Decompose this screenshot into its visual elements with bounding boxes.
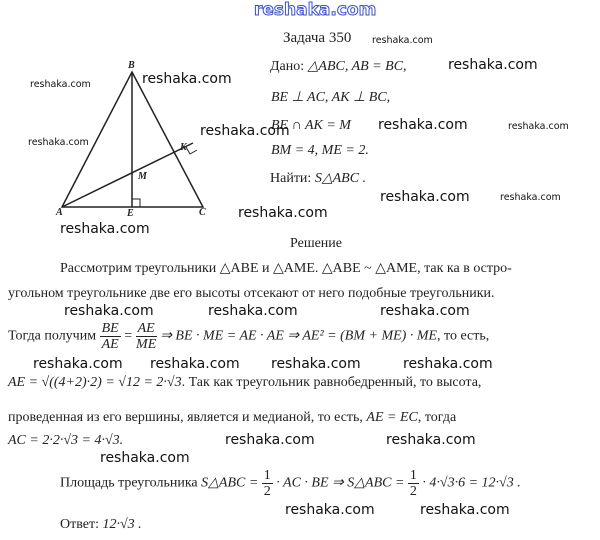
watermark: reshaka.com	[500, 192, 561, 203]
given-label: Дано:	[270, 59, 305, 74]
watermark: reshaka.com	[271, 356, 361, 372]
watermark: reshaka.com	[508, 121, 569, 132]
frac-num: 1	[263, 468, 271, 483]
watermark: reshaka.com	[28, 137, 89, 148]
p4-math: AE = EC	[366, 410, 418, 425]
solution-p5: AC = 2·2·√3 = 4·√3.	[8, 433, 124, 448]
fraction-half	[262, 468, 273, 499]
label-m: M	[138, 171, 147, 182]
solution-p2	[8, 321, 489, 352]
watermark: reshaka.com	[142, 71, 232, 87]
watermark: reshaka.com	[238, 205, 328, 221]
p4-suffix: , тогда	[417, 410, 457, 425]
watermark: reshaka.com	[100, 450, 190, 466]
given-line-1	[270, 58, 407, 75]
find-label: Найти:	[270, 171, 312, 186]
watermark: reshaka.com	[420, 502, 510, 518]
watermark: reshaka.com	[33, 356, 123, 372]
watermark: reshaka.com	[448, 57, 538, 73]
given-line-4: BM = 4, ME = 2.	[271, 143, 369, 158]
p6-mid: · AC · BE ⇒ S△ABC =	[276, 475, 405, 491]
p6-end: · 4·√3·6 = 12·√3 .	[422, 475, 521, 491]
frac-num: AE	[137, 321, 155, 336]
solution-p1-line1: Рассмотрим треугольники △ABE и △AME. △ABE ~ △AME, так ка в остро-	[60, 261, 512, 276]
fraction-half-2	[408, 468, 419, 499]
watermark: reshaka.com	[30, 79, 91, 90]
p6-prefix: Площадь треугольника	[60, 475, 198, 491]
frac-den: 2	[263, 484, 271, 499]
label-b: B	[128, 60, 135, 71]
watermark: reshaka.com	[285, 502, 375, 518]
solution-p3	[8, 375, 481, 391]
p2-prefix: Тогда получим	[8, 328, 97, 344]
watermark: reshaka.com	[254, 0, 377, 20]
solution-heading: Решение	[290, 236, 343, 251]
frac-den: 2	[409, 484, 417, 499]
frac-den: AE	[101, 337, 119, 352]
solution-p6	[60, 468, 521, 499]
given-text: △ABC, AB = BC,	[307, 59, 407, 74]
watermark: reshaka.com	[380, 189, 470, 205]
frac-num: BE	[101, 321, 119, 336]
watermark: reshaka.com	[150, 356, 240, 372]
find-line	[270, 170, 366, 187]
right-angle-k	[186, 147, 197, 154]
fraction-be-ae	[100, 321, 121, 352]
altitude-ak	[62, 143, 193, 207]
watermark: reshaka.com	[372, 35, 433, 46]
watermark: reshaka.com	[403, 356, 493, 372]
watermark: reshaka.com	[60, 221, 150, 237]
solution-p4	[8, 410, 456, 426]
label-e: E	[127, 208, 134, 219]
watermark: reshaka.com	[386, 432, 476, 448]
frac-den: ME	[136, 337, 157, 352]
label-k: K	[180, 142, 187, 153]
solution-p1-line2: угольном треугольнике две его высоты отсекают от него подобные треугольники.	[8, 286, 495, 301]
label-c: C	[199, 207, 206, 218]
find-text: S△ABC .	[314, 171, 367, 186]
task-title: Задача 350	[283, 30, 352, 46]
equals: =	[124, 328, 133, 344]
p6-area: S△ABC =	[201, 475, 259, 491]
p3-math: AE = √((4+2)·2) = √12 = 2·√3	[8, 375, 182, 390]
p4-text: проведенная из его вершины, является и медианой, то есть,	[8, 410, 363, 425]
p3-text: . Так как треугольник равнобедренный, то высота,	[181, 375, 482, 390]
watermark: reshaka.com	[225, 432, 315, 448]
watermark: reshaka.com	[208, 303, 298, 319]
answer-label: Ответ:	[60, 517, 99, 532]
answer	[60, 517, 142, 533]
fraction-ae-me	[136, 321, 157, 352]
frac-num: 1	[409, 468, 417, 483]
given-line-3: BE ∩ AK = M	[271, 118, 351, 133]
triangle-figure	[0, 0, 240, 230]
watermark: reshaka.com	[200, 123, 290, 139]
watermark: reshaka.com	[64, 303, 154, 319]
p2-math: ⇒ BE · ME = AE · AE ⇒ AE² = (BM + ME) · ME	[160, 328, 438, 344]
p2-suffix: , то есть,	[437, 328, 490, 344]
label-a: A	[56, 207, 63, 218]
watermark: reshaka.com	[380, 303, 470, 319]
answer-value: 12·√3 .	[102, 517, 142, 532]
right-angle-e	[132, 199, 140, 207]
given-line-2: BE ⊥ AC, AK ⊥ BC,	[271, 90, 391, 105]
watermark: reshaka.com	[378, 117, 468, 133]
